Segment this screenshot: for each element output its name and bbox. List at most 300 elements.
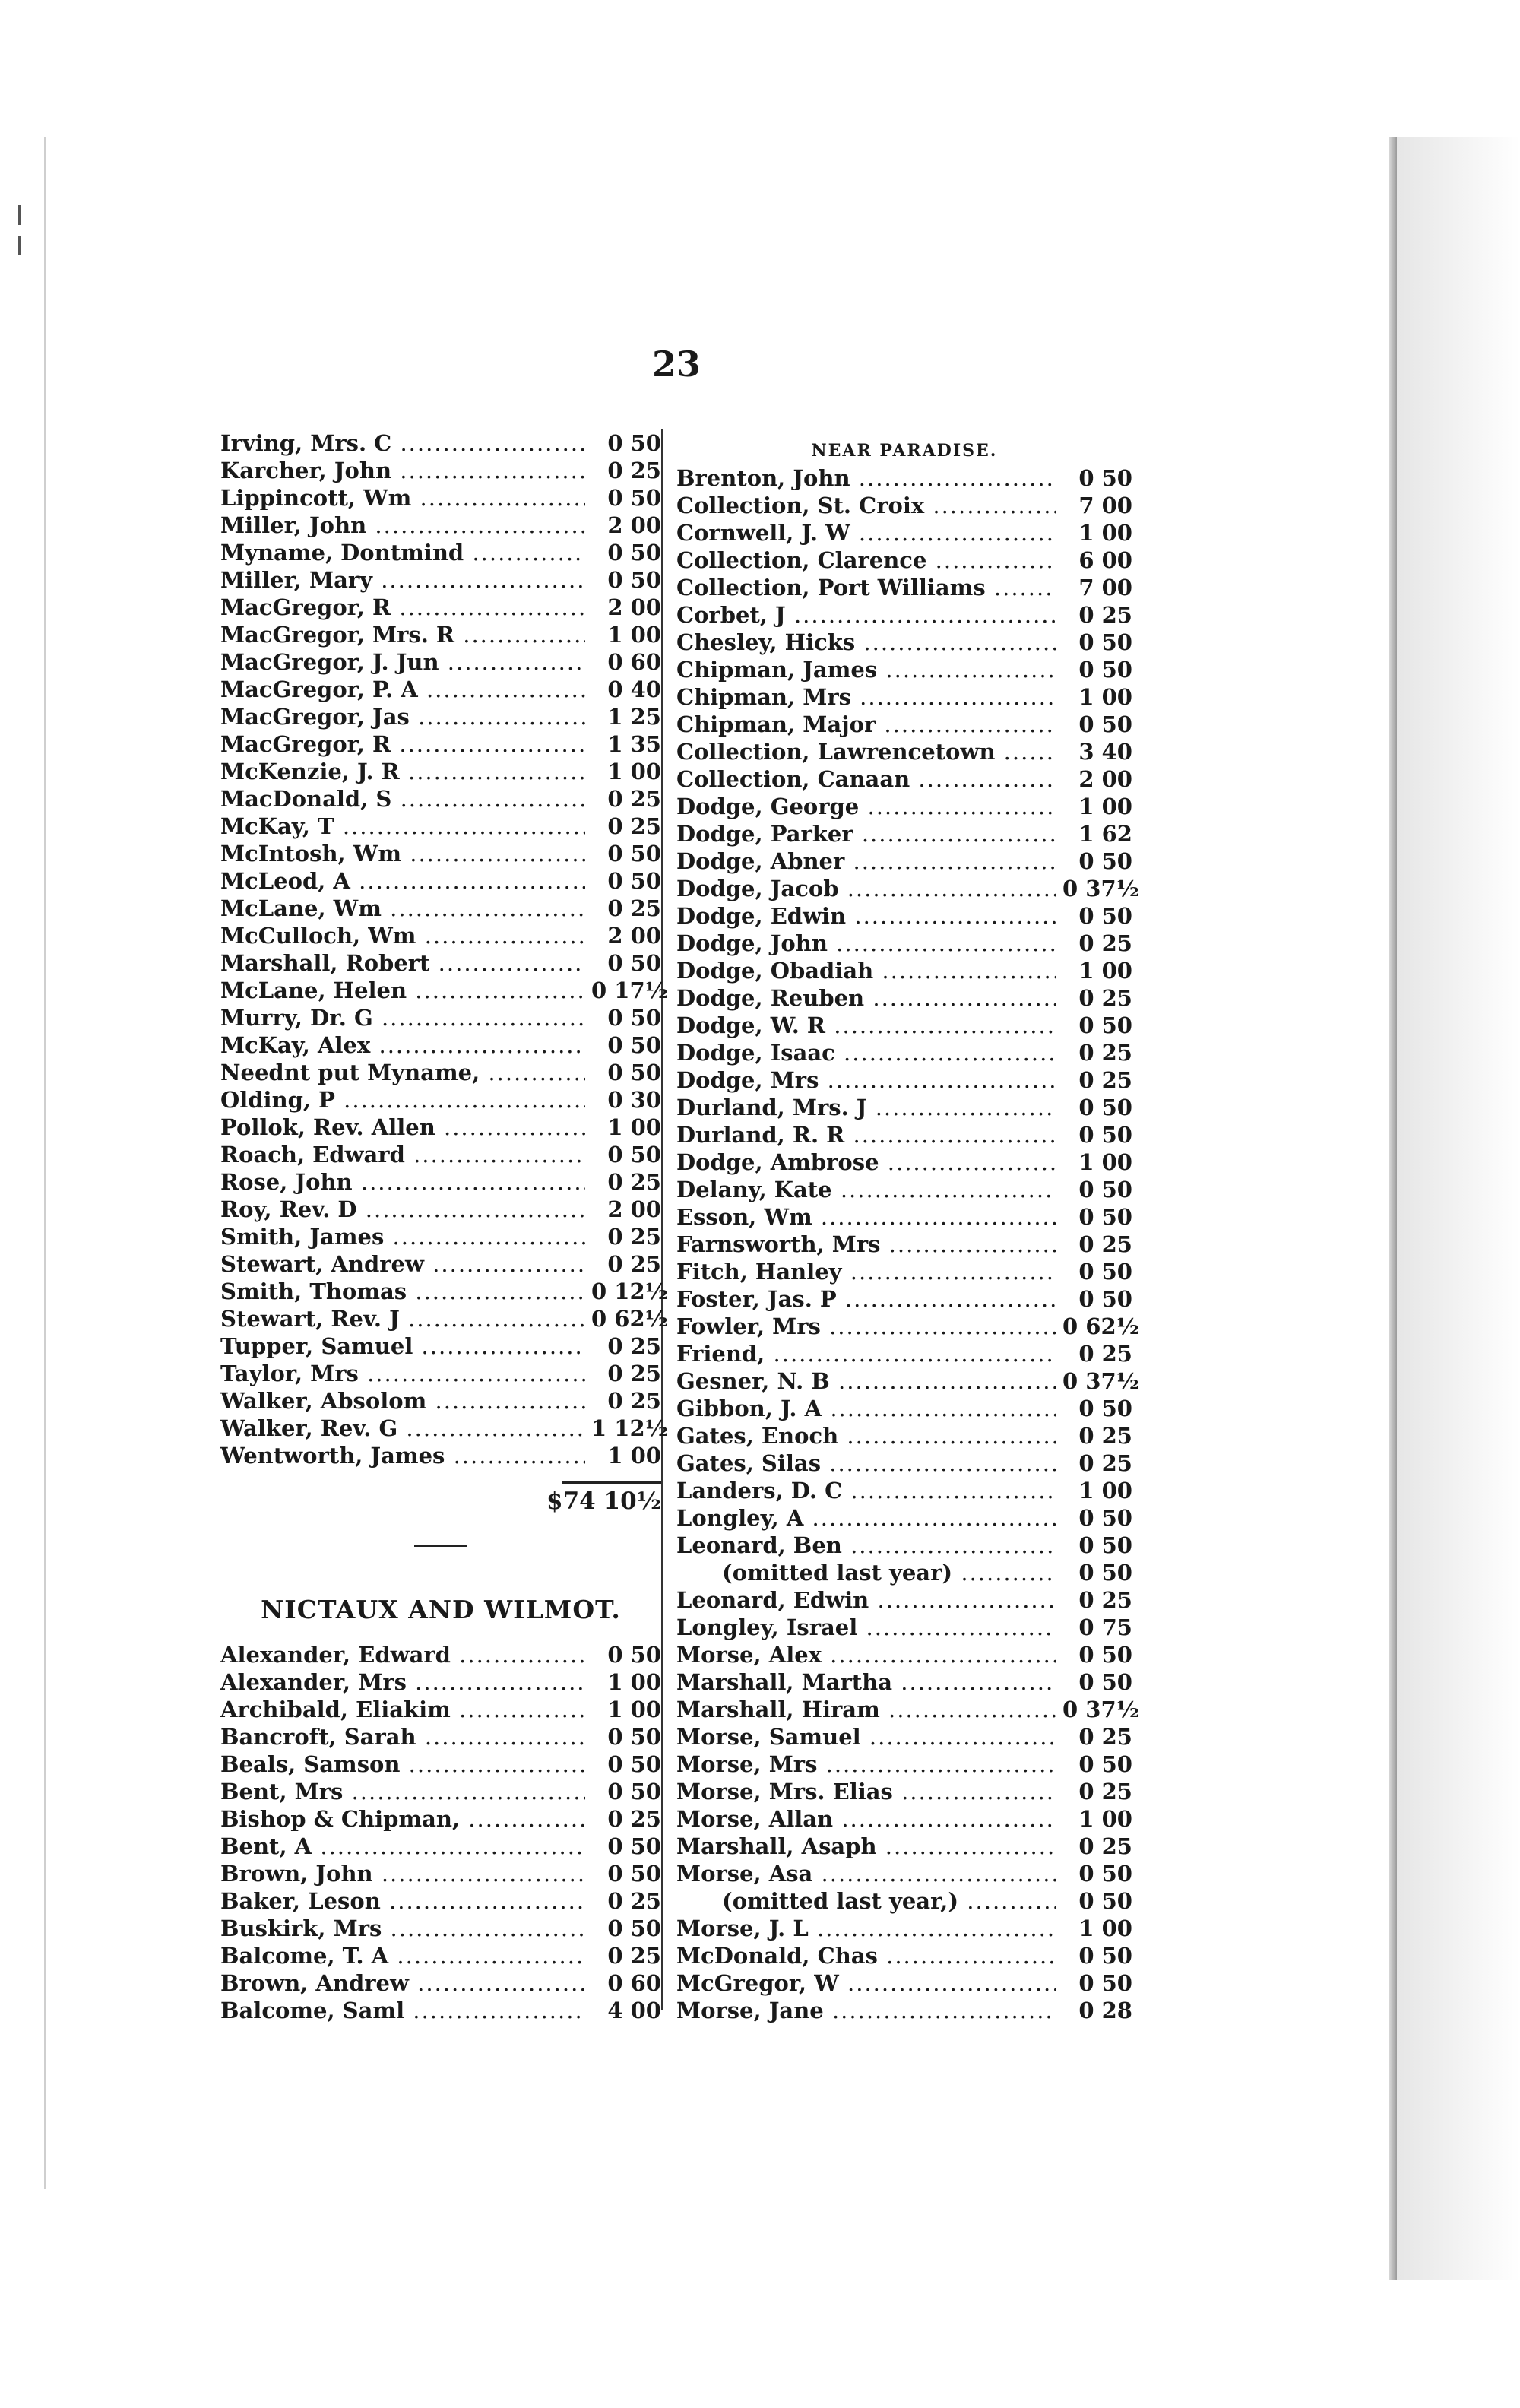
list-item — [676, 711, 1132, 738]
subscription-amount: 0 50 — [1078, 1505, 1132, 1531]
subscription-amount: 0 25 — [607, 1361, 661, 1386]
list-item — [676, 1641, 1132, 1668]
subscription-amount: 0 50 — [607, 540, 661, 566]
list-item — [220, 1332, 661, 1360]
subscription-amount: 4 00 — [607, 1998, 661, 2023]
subscription-amount: 0 75 — [1078, 1614, 1132, 1640]
subscription-amount: 1 00 — [1078, 794, 1132, 819]
subscription-amount: 0 50 — [1078, 1560, 1132, 1586]
subscriber-name: Alexander, Mrs ..... — [220, 1668, 585, 1696]
list-item — [676, 875, 1139, 902]
subscription-amount: 0 50 — [607, 567, 661, 593]
subscriber-name: Stewart, Rev. J ..... — [220, 1305, 585, 1332]
subscriber-name: McDonald, Chas ..... — [676, 1942, 1056, 1969]
subscriber-name: Corbet, J ..... — [676, 601, 1056, 629]
subscription-amount: 0 50 — [607, 1915, 661, 1941]
subscriber-name: Dodge, Edwin ..... — [676, 902, 1056, 930]
subscription-amount: 0 50 — [607, 868, 661, 894]
list-item — [220, 1860, 661, 1887]
subscriber-name: Foster, Jas. P ..... — [676, 1285, 1056, 1313]
subscription-amount: 3 40 — [1078, 739, 1132, 765]
list-item — [220, 1278, 668, 1305]
list-item — [676, 1285, 1132, 1313]
subscriber-name: MacGregor, R ..... — [220, 730, 585, 758]
subscriber-name: Beals, Samson ..... — [220, 1751, 585, 1778]
subscription-amount: 0 40 — [607, 676, 661, 702]
subscription-amount: 1 00 — [607, 1114, 661, 1140]
list-item — [220, 1997, 661, 2024]
subscription-amount: 7 00 — [1078, 575, 1132, 600]
subscription-amount: 0 25 — [607, 1888, 661, 1914]
subscriber-name: Neednt put Myname, ..... — [220, 1059, 585, 1086]
list-item — [220, 867, 661, 895]
list-item — [220, 1751, 661, 1778]
subscription-amount: 0 50 — [1078, 1122, 1132, 1148]
subscriber-name: Delany, Kate ..... — [676, 1176, 1056, 1203]
subscription-amount: 0 25 — [1078, 1450, 1132, 1476]
subscription-amount: 1 12½ — [591, 1415, 668, 1441]
list-item — [676, 656, 1132, 683]
subscription-amount: 0 25 — [1078, 1587, 1132, 1613]
subscription-amount: 0 50 — [1078, 1888, 1132, 1914]
subscriber-name: Dodge, Isaac ..... — [676, 1039, 1056, 1066]
subscriber-name: Dodge, Reuben ..... — [676, 984, 1056, 1012]
list-item — [676, 820, 1132, 848]
list-item — [220, 1969, 661, 1997]
subscriber-name: Marshall, Martha ..... — [676, 1668, 1056, 1696]
list-item — [220, 1360, 661, 1387]
subscription-amount: 0 50 — [607, 1779, 661, 1804]
subscriber-name: Longley, Israel ..... — [676, 1614, 1056, 1641]
subscriber-name: Chesley, Hicks ..... — [676, 629, 1056, 656]
subscriber-name: Karcher, John ..... — [220, 457, 585, 484]
page-edge-shadow — [1397, 137, 1520, 2280]
subscription-amount: 0 50 — [1078, 1286, 1132, 1312]
list-item — [676, 1176, 1132, 1203]
subscription-amount: 0 50 — [1078, 1970, 1132, 1996]
list-item — [220, 648, 661, 676]
column-divider — [661, 429, 663, 2010]
list-item — [220, 1915, 661, 1942]
list-item — [676, 1203, 1132, 1231]
subscriber-name: Collection, Lawrencetown ..... — [676, 738, 1056, 765]
subscription-amount: 1 00 — [607, 622, 661, 648]
subscription-amount: 0 50 — [607, 485, 661, 511]
subscription-amount: 2 00 — [607, 923, 661, 949]
list-item — [676, 1887, 1132, 1915]
subscription-amount: 0 25 — [607, 1169, 661, 1195]
subscription-amount: 0 25 — [607, 1806, 661, 1832]
subscriber-name: Morse, J. L ..... — [676, 1915, 1056, 1942]
subscriber-name: Morse, Alex ..... — [676, 1641, 1056, 1668]
subscription-amount: 0 50 — [1078, 1396, 1132, 1421]
subscriber-name: MacGregor, Jas ..... — [220, 703, 585, 730]
subscriber-name: Brenton, John ..... — [676, 464, 1056, 492]
subscription-amount: 0 50 — [1078, 903, 1132, 929]
subscriber-name: MacDonald, S ..... — [220, 785, 585, 813]
subscriber-name: Morse, Mrs ..... — [676, 1751, 1056, 1778]
subscription-amount: 0 50 — [607, 1005, 661, 1031]
subscriber-name: Brown, John ..... — [220, 1860, 585, 1887]
list-item — [220, 1114, 661, 1141]
list-item — [220, 1723, 661, 1751]
subscriber-name: Collection, Canaan ..... — [676, 765, 1056, 793]
subscription-amount: 0 50 — [1078, 1095, 1132, 1120]
subscriber-name: Fowler, Mrs ..... — [676, 1313, 1056, 1340]
subscription-amount: 0 50 — [1078, 1669, 1132, 1695]
subscriber-name: Landers, D. C ..... — [676, 1477, 1056, 1504]
subscription-amount: 0 25 — [1078, 930, 1132, 956]
subscriber-name: Gates, Enoch ..... — [676, 1422, 1056, 1450]
subscription-amount: 0 50 — [1078, 1751, 1132, 1777]
subscription-amount: 0 37½ — [1062, 876, 1139, 901]
list-item — [220, 1250, 661, 1278]
subscription-amount: 2 00 — [607, 1196, 661, 1222]
list-item — [676, 1696, 1139, 1723]
list-item — [220, 1887, 661, 1915]
subscriber-name: Gesner, N. B ..... — [676, 1367, 1056, 1395]
subscription-amount: 0 50 — [1078, 1642, 1132, 1668]
subscriber-name: MacGregor, J. Jun ..... — [220, 648, 585, 676]
subscription-amount: 0 28 — [1078, 1998, 1132, 2023]
list-item — [676, 1833, 1132, 1860]
nictaux-wilmot-subscriber-list — [220, 1641, 661, 2024]
subscriber-name: Bent, Mrs ..... — [220, 1778, 585, 1805]
subscriber-name: Morse, Asa ..... — [676, 1860, 1056, 1887]
list-item — [676, 1012, 1132, 1039]
binding-edge — [0, 137, 46, 2189]
subscription-amount: 0 25 — [1078, 1231, 1132, 1257]
subscriber-name: Tupper, Samuel ..... — [220, 1332, 585, 1360]
list-item — [676, 1450, 1132, 1477]
subscriber-name: Fitch, Hanley ..... — [676, 1258, 1056, 1285]
subscription-amount: 1 00 — [1078, 1806, 1132, 1832]
list-item — [676, 1915, 1132, 1942]
list-item — [220, 1004, 661, 1031]
list-item — [220, 512, 661, 539]
subscription-amount: 1 62 — [1078, 821, 1132, 847]
subscription-amount: 0 50 — [1078, 1012, 1132, 1038]
subscription-amount: 1 00 — [607, 759, 661, 784]
subscriber-name: Archibald, Eliakim ..... — [220, 1696, 585, 1723]
subscription-amount: 1 00 — [1078, 520, 1132, 546]
subscription-amount: 1 35 — [607, 731, 661, 757]
subscriber-name: Cornwell, J. W ..... — [676, 519, 1056, 547]
list-item — [676, 1039, 1132, 1066]
subscriber-name: Irving, Mrs. C ..... — [220, 429, 585, 457]
subscription-amount: 0 12½ — [591, 1278, 668, 1304]
right-column — [676, 437, 1139, 2024]
subscriber-name: (omitted last year) ..... — [676, 1559, 1056, 1586]
subscriber-name: Roy, Rev. D ..... — [220, 1196, 585, 1223]
subscriber-name: Brown, Andrew ..... — [220, 1969, 585, 1997]
left-subscriber-list — [220, 429, 668, 1469]
list-item — [676, 1121, 1132, 1149]
subscriber-name: McIntosh, Wm ..... — [220, 840, 585, 867]
subscriber-name: Pollok, Rev. Allen ..... — [220, 1114, 585, 1141]
subscription-amount: 0 25 — [1078, 1423, 1132, 1449]
subscription-amount: 0 50 — [1078, 711, 1132, 737]
subscription-amount: 0 50 — [1078, 1532, 1132, 1558]
subscriber-name: Olding, P ..... — [220, 1086, 585, 1114]
subscriber-name: McLane, Wm ..... — [220, 895, 585, 922]
subscription-amount: 0 50 — [1078, 629, 1132, 655]
subscriber-name: McKenzie, J. R ..... — [220, 758, 585, 785]
subscriber-name: Esson, Wm ..... — [676, 1203, 1056, 1231]
list-item — [676, 683, 1132, 711]
subscription-amount: 0 50 — [607, 1833, 661, 1859]
subscription-amount: 0 25 — [1078, 985, 1132, 1011]
subscription-amount: 0 50 — [1078, 1259, 1132, 1285]
section-heading-nictaux-wilmot: NICTAUX AND WILMOT. — [261, 1595, 621, 1624]
subscription-amount: 0 25 — [607, 895, 661, 921]
list-item — [220, 1415, 668, 1442]
list-item — [676, 984, 1132, 1012]
subscriber-name: Buskirk, Mrs ..... — [220, 1915, 585, 1942]
subscription-amount: 0 25 — [1078, 1833, 1132, 1859]
subscription-amount: 2 00 — [1078, 766, 1132, 792]
list-item — [676, 1586, 1132, 1614]
list-item — [220, 1196, 661, 1223]
subscription-amount: 0 50 — [1078, 465, 1132, 491]
subscriber-name: Gibbon, J. A ..... — [676, 1395, 1056, 1422]
subscriber-name: McCulloch, Wm ..... — [220, 922, 585, 949]
list-item — [220, 730, 661, 758]
subscription-amount: 2 00 — [607, 594, 661, 620]
list-item — [676, 902, 1132, 930]
subscription-amount: 0 60 — [607, 649, 661, 675]
list-item — [676, 765, 1132, 793]
list-item — [220, 1168, 661, 1196]
subscription-amount: 1 00 — [607, 1443, 661, 1469]
list-item — [220, 758, 661, 785]
subscription-amount: 0 50 — [1078, 1861, 1132, 1887]
subscription-amount: 0 25 — [607, 1388, 661, 1414]
subscriber-name: Walker, Absolom ..... — [220, 1387, 585, 1415]
binding-stitch-mark — [18, 236, 27, 255]
list-item — [220, 1668, 661, 1696]
subscriber-name: Miller, Mary ..... — [220, 566, 585, 594]
list-item — [676, 1997, 1132, 2024]
section-divider-rule — [414, 1545, 467, 1547]
list-item — [676, 1614, 1132, 1641]
subscription-amount: 0 50 — [607, 1861, 661, 1887]
subscription-amount: 0 25 — [607, 1943, 661, 1969]
subscriber-name: Myname, Dontmind ..... — [220, 539, 585, 566]
list-item — [676, 629, 1132, 656]
list-item — [676, 1149, 1132, 1176]
subscription-amount: 0 30 — [607, 1087, 661, 1113]
subscriber-name: MacGregor, P. A ..... — [220, 676, 585, 703]
list-item — [676, 1258, 1132, 1285]
list-item — [676, 547, 1132, 574]
subscriber-name: Dodge, W. R ..... — [676, 1012, 1056, 1039]
subscription-amount: 0 50 — [607, 1642, 661, 1668]
subscription-amount: 0 37½ — [1062, 1697, 1139, 1722]
subscriber-name: Dodge, George ..... — [676, 793, 1056, 820]
subscription-amount: 1 00 — [1078, 958, 1132, 984]
list-item — [676, 1723, 1132, 1751]
subscriber-name: Collection, Port Williams ..... — [676, 574, 1056, 601]
list-item — [676, 1668, 1132, 1696]
subscription-amount: 0 62½ — [591, 1306, 668, 1332]
subscriber-name: Durland, R. R ..... — [676, 1121, 1056, 1149]
subscription-amount: 0 25 — [1078, 1724, 1132, 1750]
subscription-amount: 0 50 — [607, 1060, 661, 1085]
subscriber-name: Longley, A ..... — [676, 1504, 1056, 1532]
list-item — [676, 492, 1132, 519]
subscription-amount: 0 62½ — [1062, 1313, 1139, 1339]
list-item — [220, 1031, 661, 1059]
list-item — [220, 1086, 661, 1114]
subscriber-name: Baker, Leson ..... — [220, 1887, 585, 1915]
left-total: $74 10½ — [546, 1488, 661, 1515]
list-item — [220, 1833, 661, 1860]
list-item — [676, 1094, 1132, 1121]
list-item — [676, 1395, 1132, 1422]
page-edge — [1389, 137, 1397, 2280]
subscription-amount: 0 50 — [607, 1032, 661, 1058]
subscriber-name: Dodge, Ambrose ..... — [676, 1149, 1056, 1176]
subscriber-name: Marshall, Asaph ..... — [676, 1833, 1056, 1860]
subscription-amount: 0 50 — [607, 1142, 661, 1168]
subscriber-name: Wentworth, James ..... — [220, 1442, 585, 1469]
list-item — [220, 676, 661, 703]
subscriber-name: (omitted last year,) ..... — [676, 1887, 1056, 1915]
subscriber-name: Dodge, Obadiah ..... — [676, 957, 1056, 984]
subscriber-name: Smith, Thomas ..... — [220, 1278, 585, 1305]
list-item — [676, 601, 1132, 629]
subscription-amount: 1 00 — [607, 1669, 661, 1695]
subscriber-name: Smith, James ..... — [220, 1223, 585, 1250]
list-item — [676, 1313, 1139, 1340]
subscription-amount: 1 00 — [1078, 1149, 1132, 1175]
list-item — [220, 949, 661, 977]
subscription-amount: 0 25 — [607, 1333, 661, 1359]
list-item — [676, 1805, 1132, 1833]
subscription-amount: 0 50 — [1078, 1943, 1132, 1969]
subscription-amount: 0 25 — [607, 458, 661, 483]
subscription-amount: 0 25 — [1078, 1040, 1132, 1066]
subscriber-name: McKay, Alex ..... — [220, 1031, 585, 1059]
subscriber-name: McLane, Helen ..... — [220, 977, 585, 1004]
subscriber-name: Friend, ..... — [676, 1340, 1056, 1367]
list-item — [676, 1477, 1132, 1504]
subscription-amount: 0 25 — [1078, 1341, 1132, 1367]
subscriber-name: Morse, Allan ..... — [676, 1805, 1056, 1833]
list-item — [676, 574, 1132, 601]
subscription-amount: 0 60 — [607, 1970, 661, 1996]
subscriber-name: Morse, Samuel ..... — [676, 1723, 1056, 1751]
binding-stitch-mark — [18, 205, 27, 225]
list-item — [220, 539, 661, 566]
subscriber-name: Collection, Clarence ..... — [676, 547, 1056, 574]
list-item — [220, 484, 661, 512]
subscription-amount: 6 00 — [1078, 547, 1132, 573]
subscriber-name: Leonard, Ben ..... — [676, 1532, 1056, 1559]
list-item — [676, 793, 1132, 820]
subscription-amount: 0 50 — [607, 1751, 661, 1777]
subscription-amount: 0 25 — [607, 1251, 661, 1277]
subscription-amount: 0 50 — [607, 950, 661, 976]
subscription-amount: 1 00 — [1078, 684, 1132, 710]
list-item — [220, 1805, 661, 1833]
list-item — [220, 813, 661, 840]
subscriber-name: Dodge, Abner ..... — [676, 848, 1056, 875]
subscriber-name: Morse, Jane ..... — [676, 1997, 1056, 2024]
list-item — [676, 1942, 1132, 1969]
list-item — [676, 738, 1132, 765]
subscriber-name: Roach, Edward ..... — [220, 1141, 585, 1168]
subscriber-name: Leonard, Edwin ..... — [676, 1586, 1056, 1614]
list-item — [676, 1751, 1132, 1778]
list-item — [676, 1778, 1132, 1805]
subscriber-name: Walker, Rev. G ..... — [220, 1415, 585, 1442]
list-item — [220, 1141, 661, 1168]
list-item — [676, 848, 1132, 875]
list-item — [220, 1223, 661, 1250]
list-item — [220, 785, 661, 813]
subscription-amount: 0 25 — [607, 786, 661, 812]
subscription-amount: 0 25 — [1078, 1779, 1132, 1804]
subscriber-name: Taylor, Mrs ..... — [220, 1360, 585, 1387]
list-item — [220, 1059, 661, 1086]
subscription-amount: 1 00 — [1078, 1478, 1132, 1503]
list-item — [220, 457, 661, 484]
subscription-amount: 0 50 — [1078, 1204, 1132, 1230]
list-item — [220, 429, 661, 457]
subscriber-name: Miller, John ..... — [220, 512, 585, 539]
near-paradise-subscriber-list — [676, 464, 1139, 2024]
list-item — [220, 594, 661, 621]
list-item — [220, 1641, 661, 1668]
subscriber-name: Chipman, Major ..... — [676, 711, 1056, 738]
subscriber-name: Murry, Dr. G ..... — [220, 1004, 585, 1031]
subscriber-name: Dodge, John ..... — [676, 930, 1056, 957]
list-item — [220, 1387, 661, 1415]
subscription-amount: 1 00 — [607, 1697, 661, 1722]
list-item — [220, 1942, 661, 1969]
subscriber-name: Alexander, Edward ..... — [220, 1641, 585, 1668]
subscriber-name: McKay, T ..... — [220, 813, 585, 840]
list-item — [220, 840, 661, 867]
subscription-amount: 0 50 — [607, 1724, 661, 1750]
subscriber-name: McGregor, W ..... — [676, 1969, 1056, 1997]
list-item — [676, 1860, 1132, 1887]
subscription-amount: 0 25 — [1078, 1067, 1132, 1093]
subscriber-name: Marshall, Hiram ..... — [676, 1696, 1056, 1723]
list-item — [676, 1231, 1132, 1258]
subscriber-name: MacGregor, R ..... — [220, 594, 585, 621]
subscriber-name: Balcome, Saml ..... — [220, 1997, 585, 2024]
subscription-amount: 1 00 — [1078, 1915, 1132, 1941]
subscription-amount: 2 00 — [607, 512, 661, 538]
list-item — [676, 1532, 1132, 1559]
subscription-amount: 0 25 — [607, 813, 661, 839]
list-item — [220, 566, 661, 594]
list-item — [676, 930, 1132, 957]
subscription-amount: 1 25 — [607, 704, 661, 730]
subscriber-name: Chipman, James ..... — [676, 656, 1056, 683]
subscriber-name: Stewart, Andrew ..... — [220, 1250, 585, 1278]
subscriber-name: Farnsworth, Mrs ..... — [676, 1231, 1056, 1258]
subscriber-name: Marshall, Robert ..... — [220, 949, 585, 977]
subscriber-name: Bancroft, Sarah ..... — [220, 1723, 585, 1751]
subscriber-name: Rose, John ..... — [220, 1168, 585, 1196]
list-item — [676, 464, 1132, 492]
subscriber-name: Bishop & Chipman, ..... — [220, 1805, 585, 1833]
subscription-amount: 0 25 — [607, 1224, 661, 1250]
